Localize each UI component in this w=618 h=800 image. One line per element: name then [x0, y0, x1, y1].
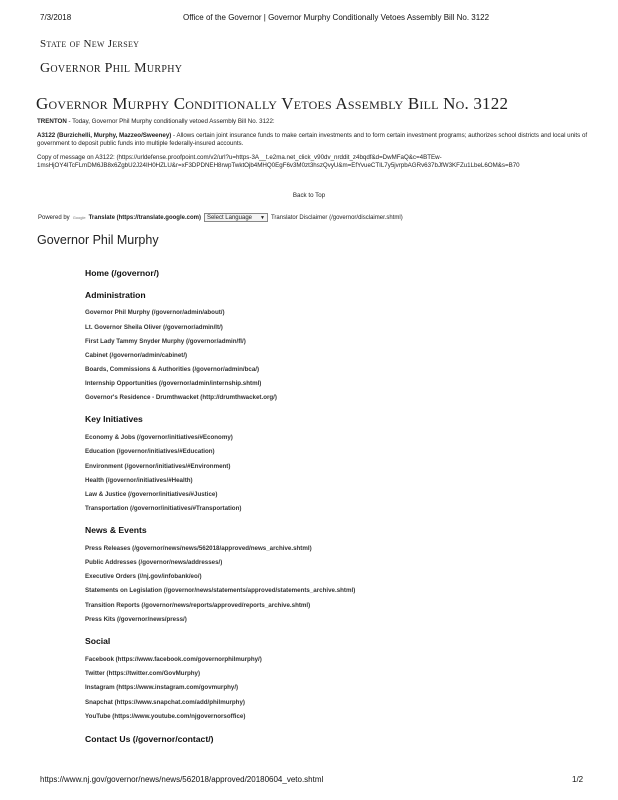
bill-description: - Allows certain joint insurance funds to make certain investments and to form certain investment programs; authorizes school districts and local units of government to deposit public funds into multiple federally-insured accounts. — [37, 132, 588, 147]
back-to-top-link[interactable] — [0, 192, 618, 200]
google-logo: Google — [72, 215, 86, 220]
translate-link[interactable]: Translate (https://translate.google.com) — [88, 214, 201, 221]
nav-link-instagram[interactable]: Instagram (https://www.instagram.com/govmurphy/) — [85, 684, 239, 691]
copy-message-link[interactable] — [37, 154, 520, 169]
copy-line-2: 1msHjOY4ITcFLmDM6JB8x6ZgbU2J24IH0HZLU&r=xF3DPDNEH8rwpTwktOjb4MHQ0EgF6v3M0zt3hszQvyU&m=EfYvueCTIL7y5jvrpbAGRv637bJfW3KFZu1LbeL6OM&s=B70 — [37, 161, 520, 169]
print-footer-url: https://www.nj.gov/governor/news/news/562018/approved/20180604_veto.shtml — [40, 775, 324, 784]
nav-link-youtube[interactable]: YouTube (https://www.youtube.com/njgovernorsoffice) — [85, 713, 246, 720]
print-footer-page: 1/2 — [572, 775, 584, 784]
bill-summary — [37, 132, 592, 147]
nav-link[interactable]: Press Kits (/governor/news/press/) — [85, 616, 187, 623]
nav-link[interactable]: Lt. Governor Sheila Oliver (/governor/admin/lt/) — [85, 324, 223, 331]
nav-heading-social: Social — [85, 636, 111, 646]
language-select[interactable] — [204, 213, 268, 222]
masthead-governor[interactable]: Governor Phil Murphy — [40, 61, 183, 76]
nav-link[interactable]: Boards, Commissions & Authorities (/governor/admin/bca/) — [85, 366, 260, 373]
nav-link[interactable]: Internship Opportunities (/governor/admin/internship.shtml) — [85, 380, 262, 387]
article-lead — [37, 118, 597, 126]
nav-link[interactable]: Cabinet (/governor/admin/cabinet/) — [85, 352, 188, 359]
chevron-down-icon: ▼ — [260, 214, 265, 221]
nav-link[interactable]: Press Releases (/governor/news/news/562018/approved/news_archive.shtml) — [85, 545, 312, 552]
nav-link[interactable]: First Lady Tammy Snyder Murphy (/governor/admin/fl/) — [85, 338, 246, 345]
nav-heading-news-events: News & Events — [85, 525, 147, 535]
print-page-title: Office of the Governor | Governor Murphy Conditionally Vetoes Assembly Bill No. 3122 — [183, 13, 490, 22]
nav-link[interactable]: Statements on Legislation (/governor/news/statements/approved/statements_archive.shtml) — [85, 587, 356, 594]
translate-bar — [38, 213, 403, 222]
nav-link[interactable]: Executive Orders (//nj.gov/infobank/eo/) — [85, 573, 202, 580]
powered-by-label: Powered by — [38, 214, 70, 221]
lead-text: - Today, Governor Phil Murphy conditionally vetoed Assembly Bill No. 3122: — [66, 118, 275, 125]
nav-heading-key-initiatives: Key Initiatives — [85, 414, 143, 424]
nav-home[interactable]: Home (/governor/) — [85, 268, 160, 278]
nav-heading-administration: Administration — [85, 290, 146, 300]
nav-link[interactable]: Law & Justice (/governor/initiatives/#Justice) — [85, 491, 218, 498]
copy-line-1: Copy of message on A3122: (https://urldefense.proofpoint.com/v2/url?u=https-3A__t.e2ma.net_click_v90dv_nrddit_z4bqdf&d=DwMFaQ&c=4BTEw- — [37, 154, 442, 161]
nav-link[interactable]: Transportation (/governor/initiatives/#Transportation) — [85, 505, 242, 512]
nav-link[interactable]: Health (/governor/initiatives/#Health) — [85, 477, 193, 484]
translator-disclaimer-link[interactable]: Translator Disclaimer (/governor/disclaimer.shtml) — [270, 214, 403, 221]
print-date: 7/3/2018 — [40, 13, 72, 22]
masthead-state[interactable]: State of New Jersey — [40, 38, 140, 50]
nav-link[interactable]: Governor's Residence - Drumthwacket (http://drumthwacket.org/) — [85, 394, 277, 401]
nav-link[interactable]: Governor Phil Murphy (/governor/admin/about/) — [85, 309, 225, 316]
nav-link[interactable]: Education (/governor/initiatives/#Education) — [85, 448, 215, 455]
nav-link-twitter[interactable]: Twitter (https://twitter.com/GovMurphy) — [85, 670, 201, 677]
footer-heading: Governor Phil Murphy — [37, 233, 159, 247]
nav-link[interactable]: Transition Reports (/governor/news/reports/approved/reports_archive.shtml) — [85, 602, 311, 609]
language-select-value: Select Language — [206, 214, 252, 221]
back-to-top-label: Back to Top — [292, 192, 326, 199]
dateline: TRENTON — [37, 118, 67, 125]
bill-id: A3122 (Burzichelli, Murphy, Mazzeo/Sweeney) — [37, 132, 172, 139]
article-title: Governor Murphy Conditionally Vetoes Assembly Bill No. 3122 — [36, 94, 509, 113]
nav-link-facebook[interactable]: Facebook (https://www.facebook.com/governorphilmurphy/) — [85, 656, 262, 663]
nav-link[interactable]: Environment (/governor/initiatives/#Environment) — [85, 463, 231, 470]
nav-contact[interactable]: Contact Us (/governor/contact/) — [85, 734, 214, 744]
nav-link[interactable]: Public Addresses (/governor/news/addresses/) — [85, 559, 223, 566]
nav-link-snapchat[interactable]: Snapchat (https://www.snapchat.com/add/philmurphy) — [85, 699, 245, 706]
nav-link[interactable]: Economy & Jobs (/governor/initiatives/#Economy) — [85, 434, 233, 441]
